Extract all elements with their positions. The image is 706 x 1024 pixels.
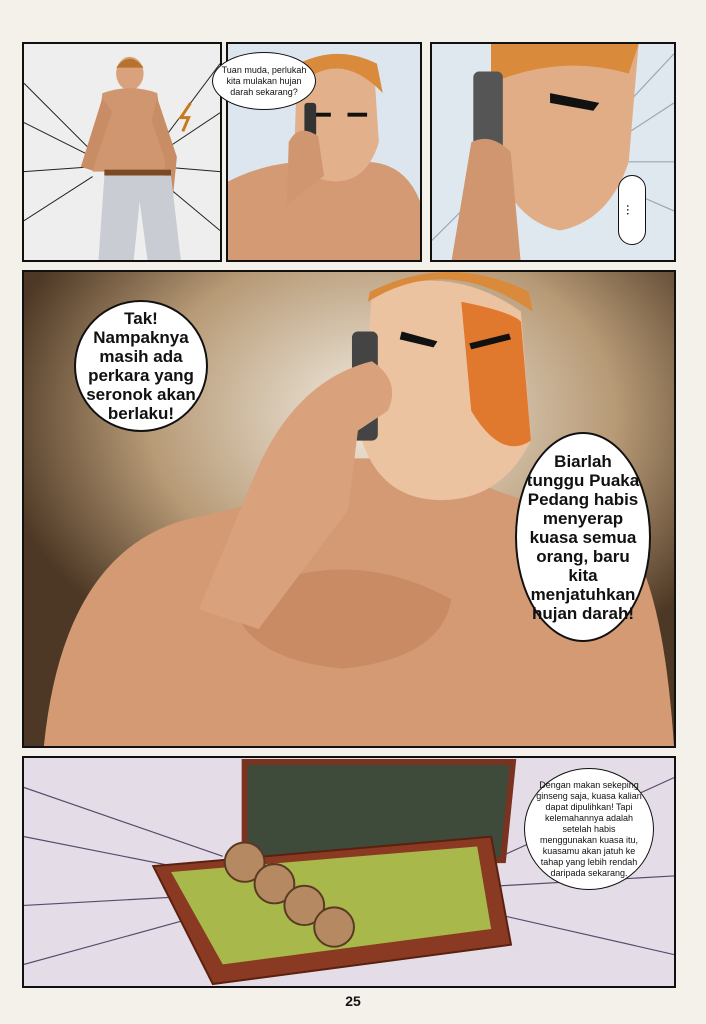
speech-text: Dengan makan sekeping ginseng saja, kuasa kalian dapat dipulihkan! Tapi kelemahannya adalah setelah habis menggunakan kuasa itu, kuasamu akan jatuh ke tahap yang lebih rendah daripada sekarang. <box>536 779 642 878</box>
speech-text: Tuan muda, perlukah kita mulakan hujan darah sekarang? <box>221 64 307 97</box>
page-number: 25 <box>345 993 361 1009</box>
speech-bubble-tak <box>74 300 208 432</box>
speech-bubble-dengan <box>524 768 654 890</box>
panel-1-art <box>24 44 220 260</box>
speech-text: Tak! Nampaknya masih ada perkara yang seronok akan berlaku! <box>86 309 196 423</box>
panel-1 <box>22 42 222 262</box>
speech-bubble-biarlah <box>515 432 651 642</box>
speech-bubble-ellipsis <box>618 175 646 245</box>
speech-bubble-tuan-muda <box>212 52 316 110</box>
speech-text: ... <box>624 204 640 216</box>
speech-text: Biarlah tunggu Puaka Pedang habis menyerap kuasa semua orang, baru kita menjatuhkan hujan darah! <box>526 451 640 623</box>
